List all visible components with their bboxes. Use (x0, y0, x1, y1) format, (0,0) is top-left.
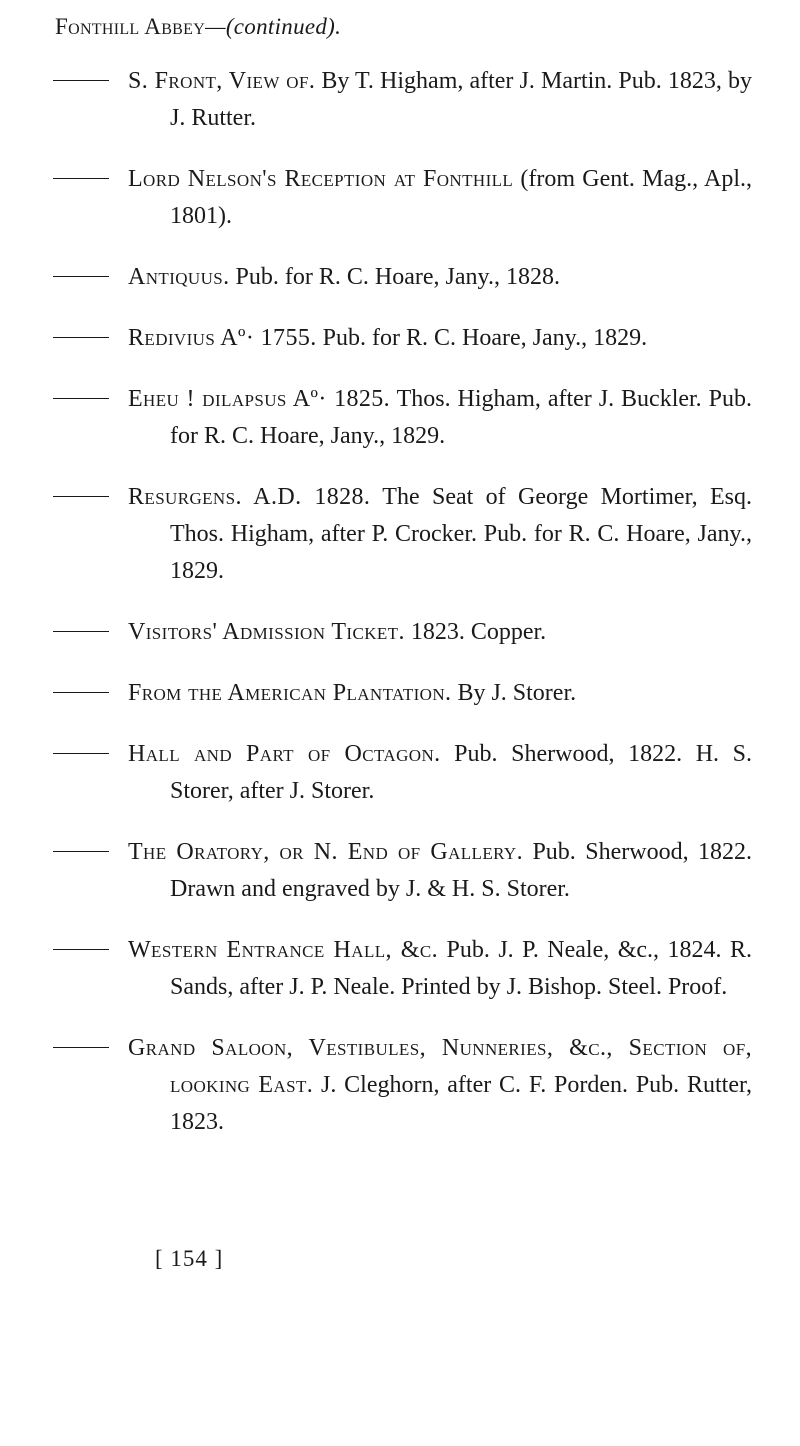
catalogue-entry (0, 614, 800, 651)
page-number: [ 154 ] (155, 1246, 224, 1271)
entry-title: The Oratory, or N. End of Gallery. (128, 839, 523, 865)
ditto-dash (53, 178, 109, 179)
catalogue-entry (0, 932, 800, 1006)
catalogue-entry (0, 63, 800, 137)
entry-title: Redivius Aº· 1755. (128, 325, 317, 351)
entry-title: S. Front, View of. (128, 68, 316, 94)
entry-title: Western Entrance Hall, &c. (128, 937, 439, 963)
entry-detail: Pub. Sherwood, 1822. Drawn and engraved by J. & H. S. Storer. (170, 839, 753, 902)
entry-detail: The Seat of George Mortimer, Esq. Thos. Higham, after P. Crocker. Pub. for R. C. Hoare, Jany., 1829. (170, 484, 752, 584)
catalogue-entry (0, 1030, 800, 1141)
catalogue-entry (0, 381, 800, 455)
entry-detail: Thos. Higham, after J. Buckler. Pub. for R. C. Hoare, Jany., 1829. (170, 386, 752, 449)
entry-title: From the American Plantation. (128, 680, 452, 706)
catalogue-entry (0, 675, 800, 712)
entry-detail: (from Gent. Mag., Apl., 1801). (170, 166, 753, 229)
entry-detail: Pub. Sherwood, 1822. H. S. Storer, after J. Storer. (170, 741, 752, 804)
ditto-dash (53, 631, 109, 632)
ditto-dash (53, 276, 109, 277)
catalogue-entry (0, 161, 800, 235)
entry-detail: J. Cleghorn, after C. F. Porden. Pub. Rutter, 1823. (170, 1072, 752, 1135)
ditto-dash (53, 337, 109, 338)
entry-title: Eheu ! dilapsus Aº· 1825. (128, 386, 391, 412)
entry-detail: By J. Storer. (457, 680, 577, 706)
entry-title: Visitors' Admission Ticket. (128, 619, 405, 645)
entry-title: Resurgens. A.D. 1828. (128, 484, 371, 510)
ditto-dash (53, 496, 109, 497)
entry-title: Grand Saloon, Vestibules, Nunneries, &c., Section of, looking East. (128, 1035, 752, 1098)
ditto-dash (53, 949, 109, 950)
catalogue-entry (0, 479, 800, 590)
running-head-continued: —(continued). (205, 14, 342, 39)
entry-title: Lord Nelson's Reception at Fonthill (128, 166, 514, 192)
catalogue-entry (0, 736, 800, 810)
entry-detail: 1823. Copper. (410, 619, 547, 645)
ditto-dash (53, 692, 109, 693)
catalogue-entries (0, 63, 800, 1165)
entry-detail: By T. Higham, after J. Martin. Pub. 1823, by J. Rutter. (170, 68, 752, 131)
ditto-dash (53, 398, 109, 399)
catalogue-entry (0, 834, 800, 908)
entry-detail: Pub. for R. C. Hoare, Jany., 1828. (235, 264, 560, 290)
catalogue-entry (0, 259, 800, 296)
catalogue-entry (0, 320, 800, 357)
running-head-title: Fonthill Abbey (55, 14, 206, 39)
entry-title: Hall and Part of Octagon. (128, 741, 441, 767)
ditto-dash (53, 753, 109, 754)
entry-detail: Pub. J. P. Neale, &c., 1824. R. Sands, after J. P. Neale. Printed by J. Bishop. Steel. Proof. (170, 937, 752, 1000)
ditto-dash (53, 80, 109, 81)
entry-detail: Pub. for R. C. Hoare, Jany., 1829. (322, 325, 648, 351)
entry-title: Antiquus. (128, 264, 230, 290)
ditto-dash (53, 1047, 109, 1048)
ditto-dash (53, 851, 109, 852)
running-head (55, 14, 341, 40)
